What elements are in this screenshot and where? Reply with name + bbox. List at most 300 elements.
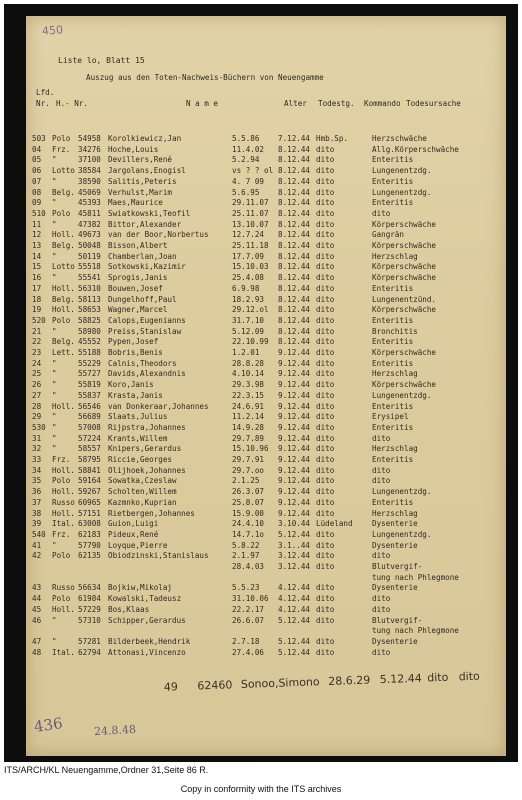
row-name: Hoche,Louis — [108, 144, 159, 154]
row-hnr — [52, 530, 108, 540]
row-prisoner-number: 34276 — [78, 144, 101, 154]
row-name: Bouwen,Josef — [108, 283, 163, 293]
row-prisoner-number: 38584 — [78, 166, 101, 176]
row-prisoner-number: 56546 — [78, 401, 101, 411]
row-name: Loyque,Pierre — [108, 540, 168, 550]
row-cause: Körperschwäche — [372, 219, 437, 229]
table-row — [32, 134, 427, 144]
table-row — [32, 262, 436, 272]
row-kommando: dito — [316, 144, 335, 154]
table-row — [32, 573, 459, 583]
row-death-date: 3.1..44 — [278, 540, 311, 550]
row-prisoner-number: 63008 — [78, 519, 101, 529]
row-birthdate: 29.12.ol — [232, 305, 269, 315]
row-name: Devillers,René — [108, 155, 173, 165]
row-hnr — [52, 476, 108, 486]
row-nationality: Belg. — [52, 337, 75, 347]
table-row — [32, 444, 418, 454]
row-hnr — [52, 327, 108, 337]
row-death-date: 4.12.44 — [278, 594, 311, 604]
row-death-date: 9.12.44 — [278, 401, 311, 411]
row-hnr — [52, 444, 108, 454]
row-death-date: 9.12.44 — [278, 487, 311, 497]
row-cause: Erysipel — [372, 412, 409, 422]
row-hnr — [52, 466, 108, 476]
row-lfd: 26 — [32, 380, 42, 390]
row-cause: Körperschwäche — [372, 273, 437, 283]
row-cause: Lungenentzdg. — [372, 187, 432, 197]
row-kommando: dito — [316, 508, 335, 518]
row-lfd: 21 — [32, 326, 42, 336]
row-prisoner-number: 49673 — [78, 230, 101, 240]
row-name: Knipers,Gerardus — [108, 444, 182, 454]
row-death-date: 8.12.44 — [278, 155, 311, 165]
row-prisoner-number: 61984 — [78, 594, 101, 604]
row-hnr — [52, 380, 108, 390]
row-kommando: dito — [316, 380, 335, 390]
row-name: Bobris,Benis — [108, 348, 163, 357]
row-death-date: 8.12.44 — [278, 176, 311, 186]
table-row — [32, 562, 422, 572]
row-hnr — [52, 455, 108, 465]
row-death-date: 8.12.44 — [278, 187, 311, 197]
row-name: Bos,Klaas — [108, 604, 150, 614]
document-page — [26, 16, 506, 756]
row-cause: dito — [372, 647, 391, 657]
row-kommando: dito — [316, 283, 335, 293]
row-birthdate: 14.9.28 — [232, 422, 265, 432]
table-row — [32, 155, 413, 165]
row-name: Obiodzinski,Stanislaus — [108, 551, 209, 561]
table-row — [32, 519, 418, 529]
row-hnr — [52, 369, 108, 379]
row-hnr — [52, 412, 108, 422]
header-alter: Alter — [284, 99, 307, 108]
row-prisoner-number: 58841 — [78, 465, 101, 475]
table-row — [32, 359, 413, 369]
row-lfd: 09 — [32, 198, 42, 208]
row-cause: Herzschlag — [372, 508, 418, 518]
row-name: Kowalski,Tadeusz — [108, 594, 182, 604]
row-kommando: dito — [316, 187, 335, 197]
row-kommando: dito — [316, 348, 335, 357]
row-death-date: 9.12.44 — [278, 369, 311, 379]
row-kommando: dito — [316, 583, 335, 593]
row-kommando: dito — [316, 551, 335, 561]
row-hnr — [52, 637, 108, 647]
row-lfd: 35 — [32, 476, 42, 486]
row-lfd: 31 — [32, 433, 42, 443]
row-hnr — [52, 562, 108, 572]
row-cause: dito — [372, 604, 391, 614]
row-death-date: 5.12.44 — [278, 636, 311, 646]
row-cause: dito — [372, 465, 391, 475]
row-death-date: 9.12.44 — [278, 455, 311, 464]
row-prisoner-number: 58653 — [78, 305, 101, 315]
row-name: Calnis,Theodors — [108, 358, 177, 368]
row-hnr — [52, 551, 108, 561]
table-row — [32, 551, 390, 561]
row-lfd: 34 — [32, 465, 42, 475]
archive-number: 450 — [41, 23, 64, 38]
row-nationality: Holl. — [52, 401, 75, 411]
row-name: Bojkiw,Mikolaj — [108, 583, 173, 593]
row-lfd: 46 — [32, 615, 42, 625]
row-lfd: 37 — [32, 497, 42, 507]
row-cause: Enteritis — [372, 497, 414, 507]
row-kommando: dito — [316, 208, 335, 218]
row-hnr — [52, 359, 108, 369]
row-kommando: dito — [316, 476, 335, 486]
stamped-birthdate: 28.6.29 — [328, 673, 371, 688]
row-cause: Herzschlag — [372, 251, 418, 261]
table-row — [32, 594, 390, 604]
row-death-date: 8.12.44 — [278, 198, 311, 208]
row-hnr — [52, 337, 108, 347]
row-prisoner-number: 57229 — [78, 604, 101, 614]
row-hnr — [52, 230, 108, 240]
row-lfd: 05 — [32, 155, 42, 165]
row-birthdate: 2.1.25 — [232, 476, 260, 486]
row-cause: Herzschlag — [372, 444, 418, 454]
row-name: Maes,Maurice — [108, 198, 163, 208]
row-name: Kazmnko,Kuprian — [108, 497, 177, 507]
row-prisoner-number: 54958 — [78, 134, 101, 143]
row-name: Attonasi,Vincenzo — [108, 647, 186, 657]
row-nationality: Polo — [52, 134, 71, 143]
table-row — [32, 209, 390, 219]
row-death-date: 8.12.44 — [278, 166, 311, 176]
row-death-date: 8.12.44 — [278, 283, 311, 293]
table-row — [32, 337, 413, 347]
row-kommando: dito — [316, 326, 335, 336]
row-kommando: dito — [316, 155, 335, 165]
row-birthdate: 31.7.10 — [232, 315, 265, 325]
row-cause: Bronchitis — [372, 326, 418, 336]
row-nationality: Belg. — [52, 187, 75, 197]
row-death-date: 8.12.44 — [278, 315, 311, 325]
row-prisoner-number: 55229 — [78, 358, 101, 368]
row-name: Krasta,Janis — [108, 390, 163, 400]
row-birthdate: 5.5.23 — [232, 583, 260, 593]
table-row — [32, 476, 390, 486]
row-prisoner-number: 56310 — [78, 283, 101, 293]
row-nationality: Holl. — [52, 604, 75, 614]
row-birthdate: 26.3.07 — [232, 487, 265, 497]
row-death-date: 5.12.44 — [278, 647, 311, 657]
row-nationality: " — [52, 251, 57, 261]
row-nationality: Holl. — [52, 487, 75, 497]
row-hnr — [52, 177, 108, 187]
row-hnr — [52, 305, 108, 315]
row-birthdate: 4. 7 09 — [232, 176, 265, 186]
row-nationality: Ital. — [52, 647, 75, 657]
row-kommando: dito — [316, 604, 335, 614]
row-birthdate: 29.11.07 — [232, 198, 269, 208]
table-row — [32, 509, 418, 519]
row-cause: dito — [372, 551, 391, 561]
row-name: Krants,Willem — [108, 433, 168, 443]
row-lfd: 14 — [32, 251, 42, 261]
row-prisoner-number: 57224 — [78, 433, 101, 443]
row-nationality: Polo — [52, 551, 71, 561]
row-prisoner-number: 56634 — [78, 583, 101, 593]
row-death-date: 5.12.44 — [278, 615, 311, 625]
row-lfd: 19 — [32, 305, 42, 315]
row-hnr — [52, 188, 108, 198]
table-row — [32, 412, 409, 422]
row-nationality: Polo — [52, 315, 71, 325]
row-hnr — [52, 316, 108, 326]
row-nationality: " — [52, 636, 57, 646]
row-kommando: dito — [316, 401, 335, 411]
row-lfd: 15 — [32, 262, 42, 272]
table-row — [32, 145, 459, 155]
row-prisoner-number: 58557 — [78, 444, 101, 454]
row-nationality: " — [52, 369, 57, 379]
table-row — [32, 252, 418, 262]
row-death-date: 7.12.44 — [278, 134, 311, 143]
handwritten-date: 24.8.48 — [93, 722, 137, 739]
row-cause: Enteritis — [372, 176, 414, 186]
row-name: Slaats,Julius — [108, 412, 168, 422]
table-row — [32, 648, 390, 658]
row-hnr — [52, 605, 108, 615]
row-birthdate: 15.10.03 — [232, 262, 269, 272]
table-row — [32, 284, 413, 294]
row-nationality: Polo — [52, 208, 71, 218]
table-row — [32, 380, 436, 390]
row-cause: Herzschlag — [372, 369, 418, 379]
row-cause: Dysenterie — [372, 519, 418, 529]
row-name: Jargolans,Enogisl — [108, 166, 186, 176]
row-birthdate: vs ? ? ol — [232, 166, 274, 176]
row-lfd: 47 — [32, 636, 42, 646]
row-birthdate: 2.7.18 — [232, 636, 260, 646]
table-row — [32, 295, 436, 305]
row-nationality: Holl. — [52, 283, 75, 293]
row-birthdate: 4.10.14 — [232, 369, 265, 379]
row-kommando: dito — [316, 369, 335, 379]
row-nationality: " — [52, 198, 57, 208]
row-kommando: dito — [316, 390, 335, 400]
row-lfd: 16 — [32, 273, 42, 283]
row-birthdate: 13.10.07 — [232, 219, 269, 229]
row-nationality: Belg. — [52, 241, 75, 250]
row-birthdate: 24.6.91 — [232, 401, 265, 411]
row-prisoner-number: 55837 — [78, 390, 101, 400]
table-row — [32, 541, 418, 551]
stamped-death-date: 5.12.44 — [379, 671, 422, 687]
row-lfd: 42 — [32, 551, 42, 561]
row-cause: Blutvergif- — [372, 615, 423, 625]
row-prisoner-number: 38590 — [78, 176, 101, 186]
row-prisoner-number: 45552 — [78, 337, 101, 347]
row-name: Dungelhoff,Paul — [108, 294, 177, 304]
row-name: van Donkeraar,Johannes — [108, 401, 209, 411]
row-nationality: " — [52, 219, 57, 229]
row-lfd: 38 — [32, 508, 42, 518]
row-lfd: 22 — [32, 337, 42, 347]
row-cause: Lungenentzdg. — [372, 487, 432, 497]
row-kommando: dito — [316, 176, 335, 186]
row-kommando: dito — [316, 305, 335, 315]
row-nationality: " — [52, 155, 57, 165]
row-birthdate: 5.8.22 — [232, 540, 260, 550]
row-hnr — [52, 616, 108, 626]
row-death-date: 3.10.44 — [278, 519, 311, 529]
row-death-date: 8.12.44 — [278, 273, 311, 283]
table-row — [32, 423, 413, 433]
row-prisoner-number: 57151 — [78, 508, 101, 518]
row-prisoner-number: 55819 — [78, 380, 101, 390]
row-death-date: 8.12.44 — [278, 326, 311, 336]
row-prisoner-number: 58825 — [78, 315, 101, 325]
row-cause: Herzschwäche — [372, 134, 427, 143]
row-hnr — [52, 295, 108, 305]
row-cause: Enteritis — [372, 358, 414, 368]
row-cause: Enteritis — [372, 198, 414, 208]
row-name: Sprogis,Janis — [108, 273, 168, 283]
row-cause: Körperschwäche — [372, 305, 437, 315]
row-hnr — [52, 166, 108, 176]
row-name: Rijpstra,Johannes — [108, 422, 186, 432]
table-row — [32, 273, 436, 283]
row-death-date: 4.12.44 — [278, 583, 311, 593]
row-kommando: dito — [316, 230, 335, 240]
row-hnr — [52, 209, 108, 219]
row-hnr — [52, 509, 108, 519]
row-kommando: dito — [316, 294, 335, 304]
header-lfd: Lfd. — [36, 88, 55, 97]
row-birthdate: 14.7.1o — [232, 529, 265, 539]
table-row — [32, 498, 413, 508]
row-death-date: 9.12.44 — [278, 348, 311, 357]
row-lfd: 510 — [32, 208, 46, 218]
row-kommando: dito — [316, 487, 335, 497]
row-death-date: 9.12.44 — [278, 412, 311, 422]
table-row — [32, 466, 390, 476]
row-hnr — [52, 348, 108, 358]
row-nationality: Polo — [52, 476, 71, 486]
row-death-date: 8.12.44 — [278, 219, 311, 229]
row-prisoner-number: 55188 — [78, 348, 101, 357]
row-birthdate: 29.3.98 — [232, 380, 265, 390]
header-ursache: Todesursache — [406, 99, 461, 108]
row-lfd: 25 — [32, 369, 42, 379]
row-prisoner-number: 57790 — [78, 540, 101, 550]
table-row — [32, 241, 436, 251]
row-death-date: 8.12.44 — [278, 305, 311, 315]
row-hnr — [52, 198, 108, 208]
row-cause: Lungenentzdg. — [372, 166, 432, 176]
row-name: Guion,Luigi — [108, 519, 159, 529]
table-row — [32, 230, 404, 240]
row-death-date: 9.12.44 — [278, 422, 311, 432]
row-birthdate: 25.4.08 — [232, 273, 265, 283]
row-cause: Gangrän — [372, 230, 405, 240]
row-name: Riccie,Georges — [108, 455, 173, 464]
row-cause: Dysenterie — [372, 636, 418, 646]
row-birthdate: 22.10.99 — [232, 337, 269, 347]
row-kommando: dito — [316, 540, 335, 550]
row-death-date: 8.12.44 — [278, 251, 311, 261]
header-name: N a m e — [186, 99, 219, 108]
row-prisoner-number: 62135 — [78, 551, 101, 561]
row-name: Bittor,Alexander — [108, 219, 182, 229]
row-kommando: dito — [316, 422, 335, 432]
row-cause: tung nach Phlegmone — [372, 626, 459, 636]
row-name: Swiatkowski,Teofil — [108, 208, 191, 218]
row-prisoner-number: 58795 — [78, 455, 101, 464]
row-prisoner-number: 47382 — [78, 219, 101, 229]
row-lfd: 23 — [32, 348, 42, 357]
row-prisoner-number: 62183 — [78, 529, 101, 539]
row-birthdate: 2.1.97 — [232, 551, 260, 561]
row-death-date: 9.12.44 — [278, 444, 311, 454]
row-kommando: dito — [316, 562, 335, 571]
row-prisoner-number: 59164 — [78, 476, 101, 486]
row-cause: Enteritis — [372, 283, 414, 293]
row-cause: Körperschwäche — [372, 262, 437, 272]
row-prisoner-number: 58113 — [78, 294, 101, 304]
row-nationality: Russo — [52, 497, 75, 507]
row-birthdate: 22.3.15 — [232, 390, 265, 400]
table-row — [32, 369, 418, 379]
row-lfd: 39 — [32, 519, 42, 529]
row-kommando: Lüdeland — [316, 519, 353, 529]
row-name: Olijhoek,Johannes — [108, 465, 186, 475]
row-kommando: dito — [316, 315, 335, 325]
row-nationality: Polo — [52, 594, 71, 604]
row-birthdate: 26.6.07 — [232, 615, 265, 625]
row-lfd: 27 — [32, 390, 42, 400]
row-birthdate: 1.2.01 — [232, 348, 260, 357]
table-row — [32, 487, 431, 497]
row-lfd: 08 — [32, 187, 42, 197]
row-death-date: 9.12.44 — [278, 433, 311, 443]
row-prisoner-number: 62794 — [78, 647, 101, 657]
row-kommando: dito — [316, 636, 335, 646]
row-death-date: 8.12.44 — [278, 208, 311, 218]
row-name: Scholten,Willem — [108, 487, 177, 497]
row-cause: dito — [372, 208, 391, 218]
row-death-date: 8.12.44 — [278, 294, 311, 304]
table-row — [32, 402, 413, 412]
row-name: van der Boor,Norbertus — [108, 230, 209, 240]
row-cause: Körperschwäche — [372, 241, 437, 250]
row-nationality: Frz. — [52, 144, 71, 154]
row-prisoner-number: 59267 — [78, 487, 101, 497]
row-hnr — [52, 284, 108, 294]
row-lfd: 13 — [32, 241, 42, 250]
table-row — [32, 188, 431, 198]
row-lfd: 12 — [32, 230, 42, 240]
row-lfd: 540 — [32, 529, 46, 539]
row-nationality: " — [52, 540, 57, 550]
row-name: Davids,Alexandnis — [108, 369, 186, 379]
row-nationality: Holl. — [52, 305, 75, 315]
row-death-date: 3.12.44 — [278, 551, 311, 561]
row-prisoner-number: 57310 — [78, 615, 101, 625]
row-kommando: dito — [316, 444, 335, 454]
row-nationality: Holl. — [52, 230, 75, 240]
row-birthdate: 28.8.28 — [232, 358, 265, 368]
row-nationality: Holl. — [52, 465, 75, 475]
row-nationality: Lotto — [52, 262, 75, 272]
row-kommando: Hmb.Sp. — [316, 134, 349, 143]
row-lfd: 44 — [32, 594, 42, 604]
